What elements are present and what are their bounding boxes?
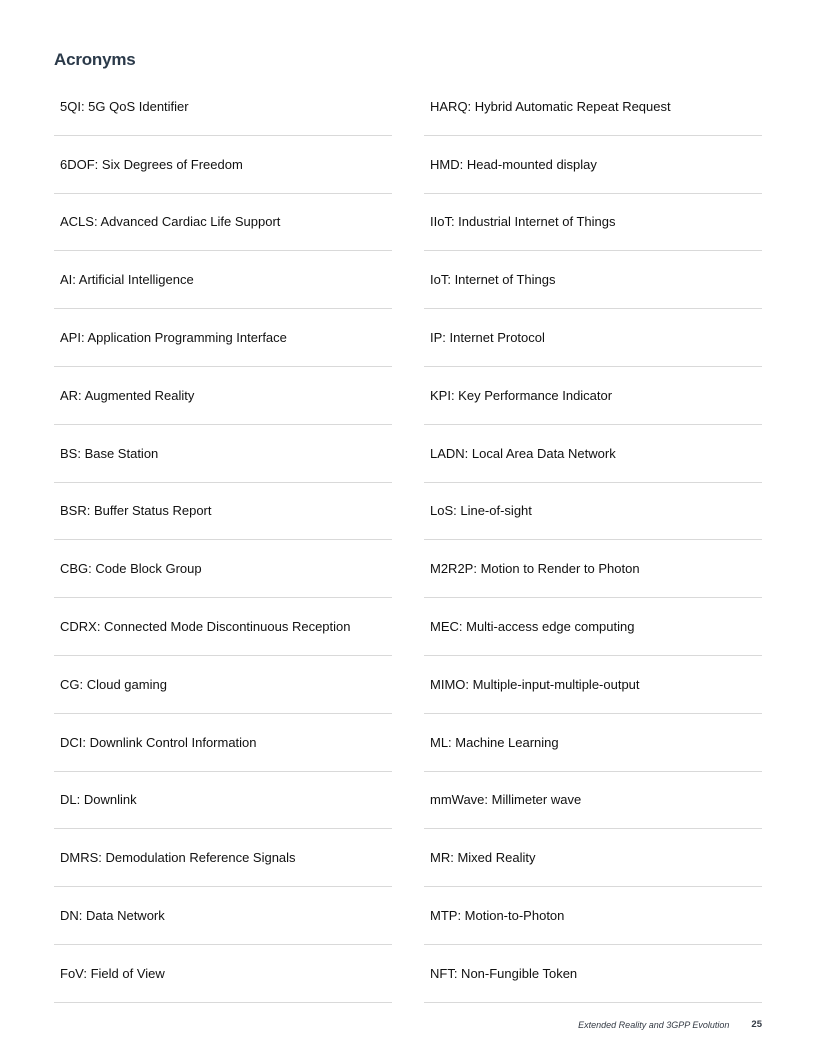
acronym-item: 6DOF: Six Degrees of Freedom [54,136,392,194]
acronym-item: API: Application Programming Interface [54,309,392,367]
acronym-item: DL: Downlink [54,772,392,830]
acronym-item: CDRX: Connected Mode Discontinuous Reception [54,598,392,656]
acronym-item: CG: Cloud gaming [54,656,392,714]
acronym-item: ACLS: Advanced Cardiac Life Support [54,194,392,252]
acronym-item: mmWave: Millimeter wave [424,772,762,830]
acronym-item: MEC: Multi-access edge computing [424,598,762,656]
acronym-item: M2R2P: Motion to Render to Photon [424,540,762,598]
acronym-item: NFT: Non-Fungible Token [424,945,762,1003]
page-footer [578,1019,762,1030]
acronym-item: BSR: Buffer Status Report [54,483,392,541]
acronym-item: AI: Artificial Intelligence [54,251,392,309]
acronym-item: DCI: Downlink Control Information [54,714,392,772]
acronym-item: KPI: Key Performance Indicator [424,367,762,425]
acronym-item: IP: Internet Protocol [424,309,762,367]
acronym-item: CBG: Code Block Group [54,540,392,598]
acronym-item: LADN: Local Area Data Network [424,425,762,483]
acronym-item: MTP: Motion-to-Photon [424,887,762,945]
acronym-item: ML: Machine Learning [424,714,762,772]
acronym-item: IoT: Internet of Things [424,251,762,309]
acronym-item: BS: Base Station [54,425,392,483]
acronym-item: HARQ: Hybrid Automatic Repeat Request [424,78,762,136]
acronym-item: HMD: Head-mounted display [424,136,762,194]
page-number: 25 [751,1019,762,1030]
acronym-item: AR: Augmented Reality [54,367,392,425]
acronym-item: DN: Data Network [54,887,392,945]
acronym-item: MIMO: Multiple-input-multiple-output [424,656,762,714]
footer-document-title: Extended Reality and 3GPP Evolution [578,1019,730,1030]
acronym-item: FoV: Field of View [54,945,392,1003]
acronym-list-left [54,78,392,1003]
acronym-item: LoS: Line-of-sight [424,483,762,541]
acronym-item: IIoT: Industrial Internet of Things [424,194,762,252]
page-title: Acronyms [54,50,136,69]
acronym-item: 5QI: 5G QoS Identifier [54,78,392,136]
acronym-item: DMRS: Demodulation Reference Signals [54,829,392,887]
acronym-item: MR: Mixed Reality [424,829,762,887]
acronym-list-right [424,78,762,1003]
